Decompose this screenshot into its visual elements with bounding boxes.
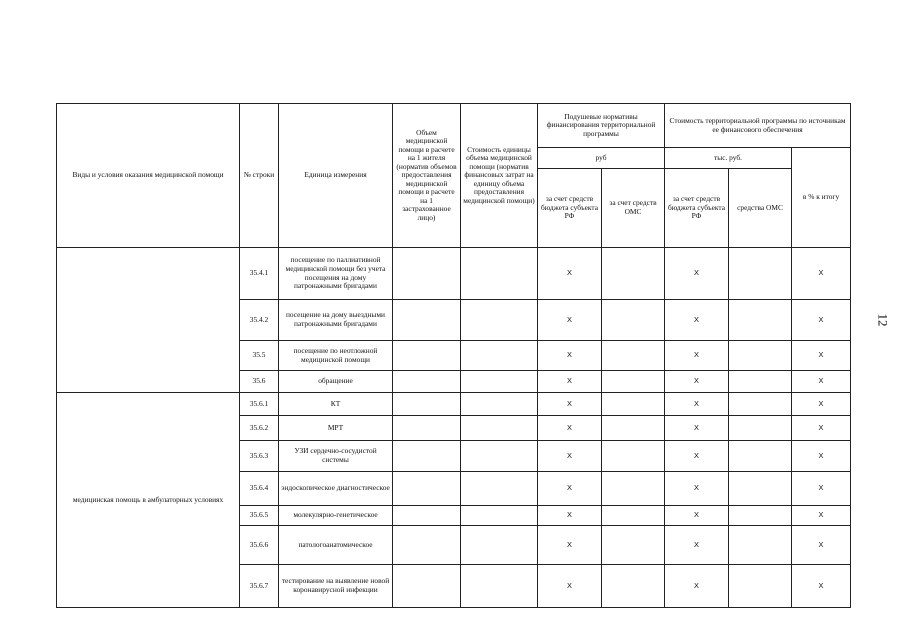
row-unit: патологоанатомическое <box>279 526 393 565</box>
cell-empty <box>602 248 665 300</box>
cell-empty <box>602 300 665 341</box>
table-row <box>57 248 851 300</box>
cell-empty <box>729 416 792 441</box>
cell-x: X <box>665 416 729 441</box>
cell-empty <box>602 565 665 608</box>
cell-empty <box>393 506 461 526</box>
cell-empty <box>461 393 538 416</box>
cell-empty <box>729 506 792 526</box>
cell-x: X <box>792 248 851 300</box>
cell-empty <box>729 248 792 300</box>
cell-empty <box>729 472 792 506</box>
row-number: 35.6.3 <box>240 441 279 472</box>
cell-empty <box>461 441 538 472</box>
cell-x: X <box>665 248 729 300</box>
cell-x: X <box>665 441 729 472</box>
cell-empty <box>602 472 665 506</box>
page-number: 12 <box>875 313 891 327</box>
cell-empty <box>729 300 792 341</box>
row-number: 35.4.2 <box>240 300 279 341</box>
row-number: 35.5 <box>240 341 279 371</box>
cell-empty <box>461 300 538 341</box>
cell-x: X <box>538 300 602 341</box>
header-group-cost: Стоимость территориальной программы по источникам ее финансового обеспечения <box>665 104 851 148</box>
row-unit: молекулярно-генетическое <box>279 506 393 526</box>
cell-x: X <box>665 472 729 506</box>
cell-x: X <box>792 565 851 608</box>
header-sub-budget-2: за счет средств бюджета субъекта РФ <box>665 169 729 248</box>
row-unit: тестирование на выявление новой коронавирусной инфекции <box>279 565 393 608</box>
header-sub-oms-2: средства ОМС <box>729 169 792 248</box>
cell-x: X <box>792 526 851 565</box>
row-number: 35.6.5 <box>240 506 279 526</box>
cell-x: X <box>792 506 851 526</box>
row-number: 35.6.1 <box>240 393 279 416</box>
cell-empty <box>461 472 538 506</box>
cell-x: X <box>665 565 729 608</box>
cell-x: X <box>665 371 729 393</box>
row-unit: УЗИ сердечно-сосудистой системы <box>279 441 393 472</box>
cell-empty <box>393 526 461 565</box>
header-group-norms: Подушевые нормативы финансирования территориальной программы <box>538 104 665 148</box>
cell-x: X <box>792 371 851 393</box>
cell-empty <box>461 565 538 608</box>
cell-x: X <box>538 248 602 300</box>
cell-x: X <box>538 441 602 472</box>
cell-x: X <box>792 300 851 341</box>
cell-x: X <box>792 393 851 416</box>
cell-x: X <box>538 565 602 608</box>
cell-empty <box>602 371 665 393</box>
cell-empty <box>729 526 792 565</box>
header-types: Виды и условия оказания медицинской помощи <box>57 104 240 248</box>
cell-empty <box>729 565 792 608</box>
cell-x: X <box>665 506 729 526</box>
row-unit: посещение по паллиативной медицинской помощи без учета посещения на дому патронажными бригадами <box>279 248 393 300</box>
cell-empty <box>393 441 461 472</box>
row-number: 35.6.6 <box>240 526 279 565</box>
cell-x: X <box>792 341 851 371</box>
cell-empty <box>461 341 538 371</box>
group-cell-empty <box>57 248 240 393</box>
cell-empty <box>729 393 792 416</box>
cell-empty <box>729 441 792 472</box>
row-unit: обращение <box>279 371 393 393</box>
cell-empty <box>461 506 538 526</box>
cell-empty <box>602 506 665 526</box>
cell-x: X <box>665 393 729 416</box>
header-volume: Объем медицинской помощи в расчете на 1 жителя (норматив объемов предоставления медицинской помощи в расчете на 1 застрахованное лицо) <box>393 104 461 248</box>
cell-x: X <box>538 472 602 506</box>
cell-empty <box>393 472 461 506</box>
cell-empty <box>461 248 538 300</box>
cell-x: X <box>538 341 602 371</box>
cell-empty <box>729 341 792 371</box>
row-unit: МРТ <box>279 416 393 441</box>
header-row-1 <box>57 104 851 148</box>
cell-empty <box>602 416 665 441</box>
cell-empty <box>461 526 538 565</box>
cell-empty <box>393 341 461 371</box>
cell-x: X <box>792 416 851 441</box>
cell-empty <box>393 565 461 608</box>
cell-empty <box>393 416 461 441</box>
cell-empty <box>602 341 665 371</box>
cell-x: X <box>665 526 729 565</box>
cell-empty <box>393 393 461 416</box>
row-unit: эндоскопическое диагностическое <box>279 472 393 506</box>
row-unit: посещение на дому выездными патронажными бригадами <box>279 300 393 341</box>
row-number: 35.4.1 <box>240 248 279 300</box>
cell-empty <box>393 300 461 341</box>
cell-x: X <box>538 526 602 565</box>
cell-empty <box>602 393 665 416</box>
table-row <box>57 393 851 416</box>
header-unit-thousand-rub: тыс. руб. <box>665 148 792 169</box>
header-cost: Стоимость единицы объема медицинской помощи (норматив финансовых затрат на единицу объема предоставления медицинской помощи) <box>461 104 538 248</box>
cell-empty <box>729 371 792 393</box>
header-percent: в % к итогу <box>792 148 851 248</box>
header-unit: Единица измерения <box>279 104 393 248</box>
cell-x: X <box>665 300 729 341</box>
row-unit: посещение по неотложной медицинской помощи <box>279 341 393 371</box>
row-number: 35.6.4 <box>240 472 279 506</box>
cell-empty <box>602 441 665 472</box>
row-unit: КТ <box>279 393 393 416</box>
cell-x: X <box>538 416 602 441</box>
cell-empty <box>393 371 461 393</box>
group-label: медицинская помощь в амбулаторных условиях <box>57 393 240 608</box>
cell-x: X <box>792 472 851 506</box>
header-unit-rub: руб <box>538 148 665 169</box>
cell-x: X <box>538 393 602 416</box>
header-sub-budget: за счет средств бюджета субъекта РФ <box>538 169 602 248</box>
cell-x: X <box>538 371 602 393</box>
row-number: 35.6.7 <box>240 565 279 608</box>
cell-x: X <box>665 341 729 371</box>
cell-empty <box>461 371 538 393</box>
header-sub-oms: за счет средств ОМС <box>602 169 665 248</box>
cell-empty <box>461 416 538 441</box>
header-row-number: № строки <box>240 104 279 248</box>
financing-table <box>56 103 851 608</box>
cell-x: X <box>792 441 851 472</box>
cell-x: X <box>538 506 602 526</box>
cell-empty <box>393 248 461 300</box>
row-number: 35.6.2 <box>240 416 279 441</box>
cell-empty <box>602 526 665 565</box>
row-number: 35.6 <box>240 371 279 393</box>
